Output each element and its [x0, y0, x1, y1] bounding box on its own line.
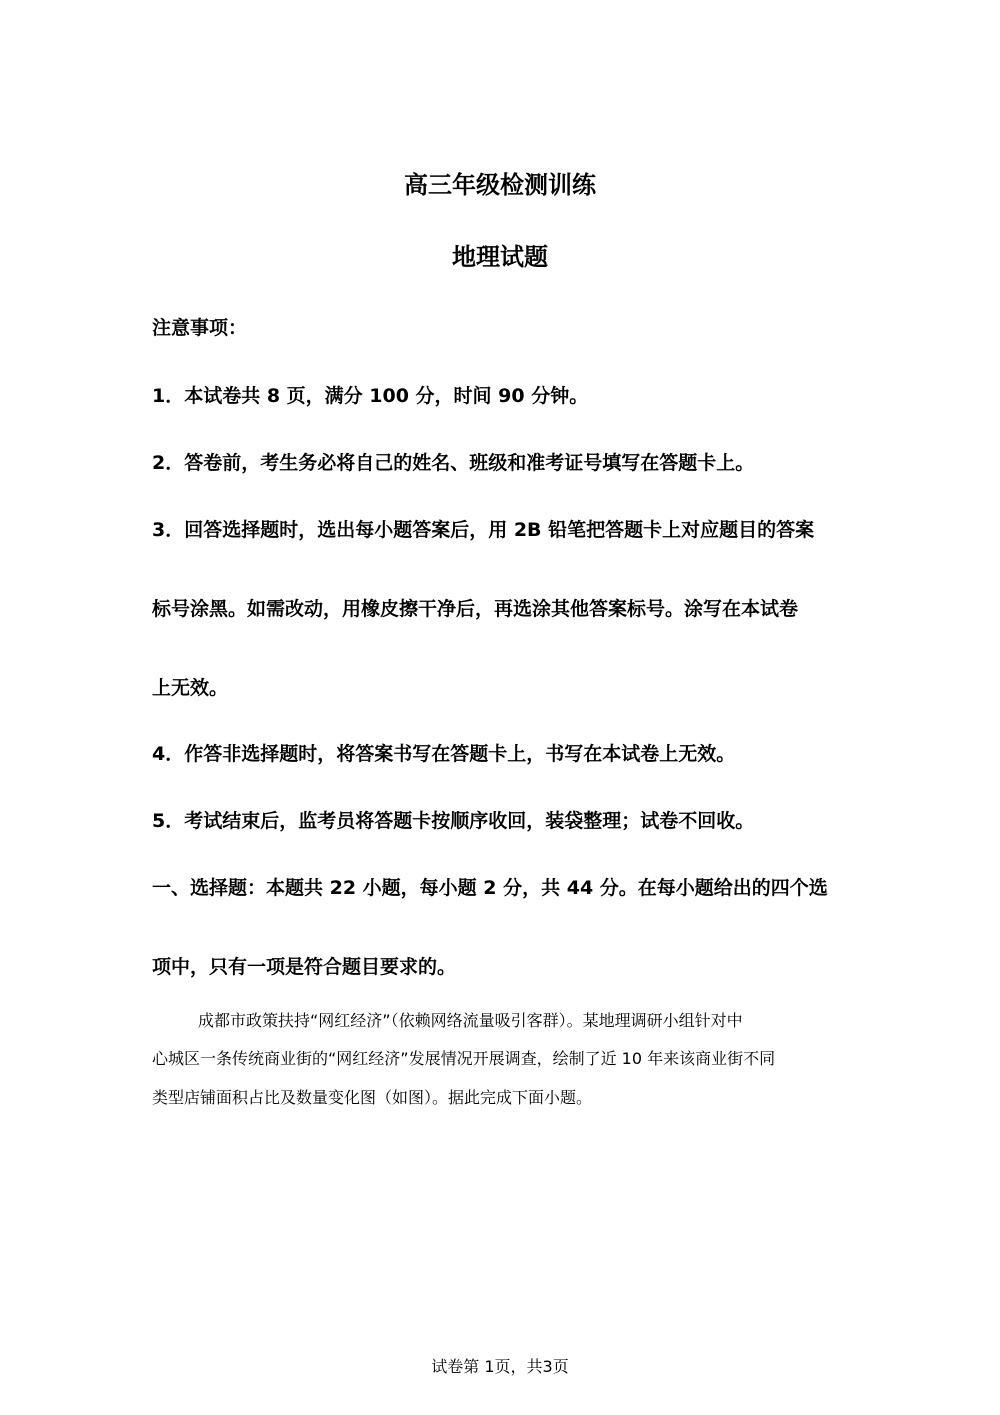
passage-line-1: 成都市政策扶持“网红经济”（依赖网络流量吸引客群）。某地理调研小组针对中	[198, 1011, 743, 1030]
section-heading-line-1: 一、选择题：本题共 22 小题，每小题 2 分，共 44 分。在每小题给出的四个选	[152, 877, 828, 899]
passage-line-3: 类型店铺面积占比及数量变化图（如图）。据此完成下面小题。	[152, 1088, 593, 1107]
section-heading-line-2: 项中，只有一项是符合题目要求的。	[152, 956, 457, 978]
notice-item-1: 1．本试卷共 8 页，满分 100 分，时间 90 分钟。	[152, 385, 589, 407]
notice-item-5: 5．考试结束后，监考员将答题卡按顺序收回，装袋整理；试卷不回收。	[152, 810, 755, 832]
page-footer: 试卷第 1页，共3页	[431, 1357, 569, 1376]
notice-item-2: 2．答卷前，考生务必将自己的姓名、班级和准考证号填写在答题卡上。	[152, 452, 755, 474]
notice-heading: 注意事项：	[152, 317, 248, 339]
passage-line-2: 心城区一条传统商业街的“网红经济”发展情况开展调查，绘制了近 10 年来该商业街不同	[152, 1049, 776, 1068]
notice-item-3-line-1: 3．回答选择题时，选出每小题答案后，用 2B 铅笔把答题卡上对应题目的答案	[152, 519, 815, 541]
exam-title: 高三年级检测训练	[404, 171, 596, 199]
exam-subject-title: 地理试题	[452, 243, 548, 271]
notice-item-3-line-3: 上无效。	[152, 677, 229, 699]
notice-item-4: 4．作答非选择题时，将答案书写在答题卡上，书写在本试卷上无效。	[152, 743, 736, 765]
notice-item-3-line-2: 标号涂黑。如需改动，用橡皮擦干净后，再选涂其他答案标号。涂写在本试卷	[152, 598, 799, 620]
